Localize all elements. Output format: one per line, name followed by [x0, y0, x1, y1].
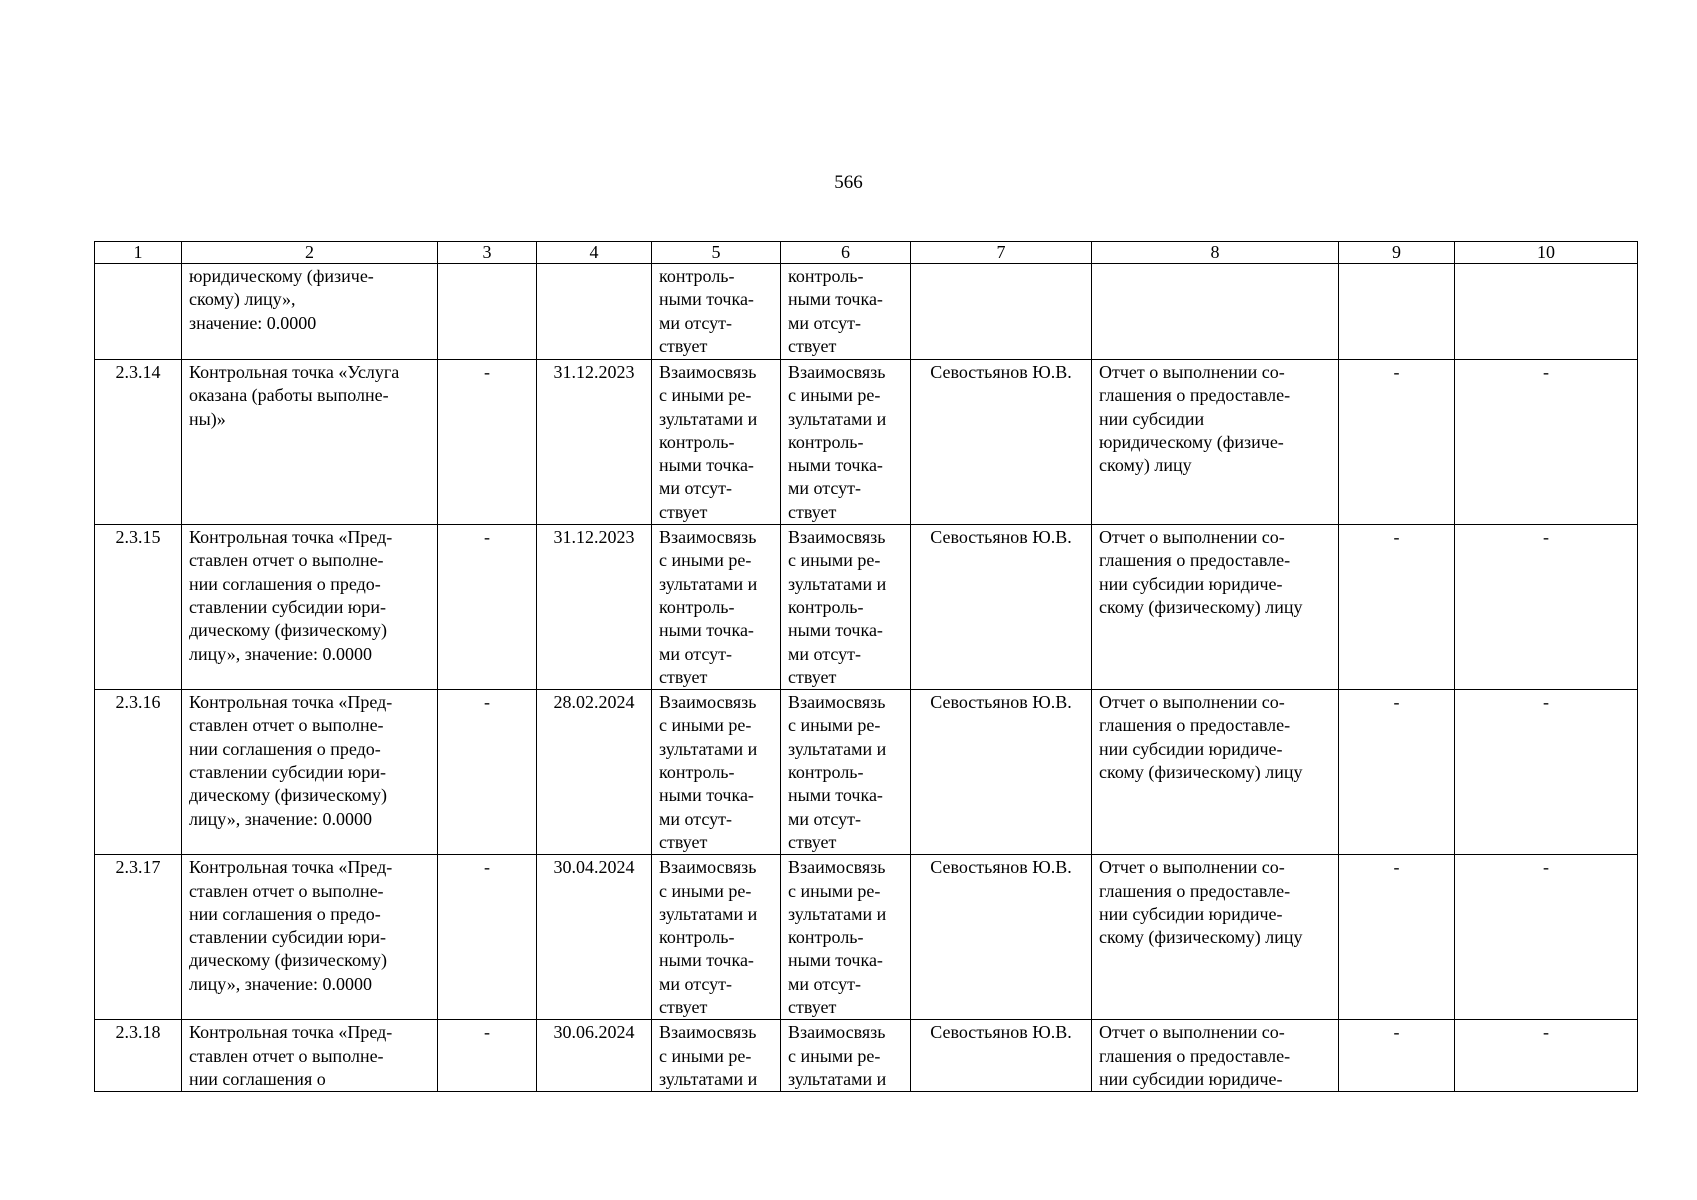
responsible-cell: Севостьянов Ю.В.: [911, 525, 1092, 690]
document-cell: Отчет о выполнении со- глашения о предоставле- нии субсидии юридиче- скому (физическому) лицу: [1092, 690, 1339, 855]
table-header-row: [95, 242, 1638, 264]
relation-cell: Взаимосвязь с иными ре- зультатами и: [781, 1020, 911, 1092]
item-description-cell: Контрольная точка «Пред- ставлен отчет о выполне- нии соглашения о предо- ставлении субсидии юри- дическому (физическому) лицу», значение: 0.0000: [182, 855, 438, 1020]
column-10-cell: -: [1455, 1020, 1638, 1092]
relation-cell: Взаимосвязь с иными ре- зультатами и контроль- ными точка- ми отсут- ствует: [652, 690, 781, 855]
item-description-cell: Контрольная точка «Услуга оказана (работы выполне- ны)»: [182, 360, 438, 525]
relation-cell: Взаимосвязь с иными ре- зультатами и контроль- ными точка- ми отсут- ствует: [652, 855, 781, 1020]
table-row: [95, 264, 1638, 360]
relation-cell: Взаимосвязь с иными ре- зультатами и контроль- ными точка- ми отсут- ствует: [781, 360, 911, 525]
deadline-cell: 30.06.2024: [537, 1020, 652, 1092]
column-header: 9: [1339, 242, 1455, 264]
column-10-cell: -: [1455, 360, 1638, 525]
item-description-cell: юридическому (физиче- скому) лицу», значение: 0.0000: [182, 264, 438, 360]
item-number-cell: 2.3.17: [95, 855, 182, 1020]
column-3-cell: -: [438, 360, 537, 525]
relation-cell: Взаимосвязь с иными ре- зультатами и: [652, 1020, 781, 1092]
column-header: 8: [1092, 242, 1339, 264]
column-3-cell: -: [438, 1020, 537, 1092]
table-row: [95, 690, 1638, 855]
relation-cell: Взаимосвязь с иными ре- зультатами и контроль- ными точка- ми отсут- ствует: [781, 525, 911, 690]
document-cell: Отчет о выполнении со- глашения о предоставле- нии субсидии юридиче- скому (физическому) лицу: [1092, 855, 1339, 1020]
control-points-table: [94, 241, 1638, 1092]
table-body: [95, 264, 1638, 1092]
column-header: 10: [1455, 242, 1638, 264]
column-header: 4: [537, 242, 652, 264]
relation-cell: контроль- ными точка- ми отсут- ствует: [781, 264, 911, 360]
item-number-cell: 2.3.18: [95, 1020, 182, 1092]
deadline-cell: 31.12.2023: [537, 525, 652, 690]
relation-cell: Взаимосвязь с иными ре- зультатами и контроль- ными точка- ми отсут- ствует: [652, 360, 781, 525]
column-9-cell: -: [1339, 525, 1455, 690]
document-cell: Отчет о выполнении со- глашения о предоставле- нии субсидии юридическому (физиче- скому) лицу: [1092, 360, 1339, 525]
column-3-cell: -: [438, 525, 537, 690]
column-header: 1: [95, 242, 182, 264]
document-cell: Отчет о выполнении со- глашения о предоставле- нии субсидии юридиче-: [1092, 1020, 1339, 1092]
deadline-cell: 31.12.2023: [537, 360, 652, 525]
item-number-cell: 2.3.15: [95, 525, 182, 690]
column-10-cell: -: [1455, 525, 1638, 690]
deadline-cell: 30.04.2024: [537, 855, 652, 1020]
relation-cell: Взаимосвязь с иными ре- зультатами и контроль- ными точка- ми отсут- ствует: [781, 690, 911, 855]
column-10-cell: -: [1455, 690, 1638, 855]
table-row: [95, 525, 1638, 690]
responsible-cell: Севостьянов Ю.В.: [911, 1020, 1092, 1092]
table-row: [95, 1020, 1638, 1092]
column-9-cell: -: [1339, 1020, 1455, 1092]
item-description-cell: Контрольная точка «Пред- ставлен отчет о выполне- нии соглашения о предо- ставлении субсидии юри- дическому (физическому) лицу», значение: 0.0000: [182, 525, 438, 690]
item-number-cell: [95, 264, 182, 360]
column-3-cell: [438, 264, 537, 360]
item-number-cell: 2.3.14: [95, 360, 182, 525]
column-10-cell: -: [1455, 855, 1638, 1020]
item-description-cell: Контрольная точка «Пред- ставлен отчет о выполне- нии соглашения о: [182, 1020, 438, 1092]
item-description-cell: Контрольная точка «Пред- ставлен отчет о выполне- нии соглашения о предо- ставлении субсидии юри- дическому (физическому) лицу», значение: 0.0000: [182, 690, 438, 855]
table-row: [95, 855, 1638, 1020]
column-3-cell: -: [438, 690, 537, 855]
column-header: 5: [652, 242, 781, 264]
relation-cell: Взаимосвязь с иными ре- зультатами и контроль- ными точка- ми отсут- ствует: [781, 855, 911, 1020]
deadline-cell: 28.02.2024: [537, 690, 652, 855]
column-header: 3: [438, 242, 537, 264]
column-3-cell: -: [438, 855, 537, 1020]
column-header: 6: [781, 242, 911, 264]
deadline-cell: [537, 264, 652, 360]
responsible-cell: [911, 264, 1092, 360]
column-header: 2: [182, 242, 438, 264]
column-header: 7: [911, 242, 1092, 264]
page-number: 566: [834, 172, 863, 193]
responsible-cell: Севостьянов Ю.В.: [911, 690, 1092, 855]
responsible-cell: Севостьянов Ю.В.: [911, 855, 1092, 1020]
table-row: [95, 360, 1638, 525]
relation-cell: контроль- ными точка- ми отсут- ствует: [652, 264, 781, 360]
column-9-cell: -: [1339, 360, 1455, 525]
column-9-cell: -: [1339, 690, 1455, 855]
column-9-cell: -: [1339, 855, 1455, 1020]
column-10-cell: [1455, 264, 1638, 360]
responsible-cell: Севостьянов Ю.В.: [911, 360, 1092, 525]
document-cell: [1092, 264, 1339, 360]
item-number-cell: 2.3.16: [95, 690, 182, 855]
document-cell: Отчет о выполнении со- глашения о предоставле- нии субсидии юридиче- скому (физическому) лицу: [1092, 525, 1339, 690]
column-9-cell: [1339, 264, 1455, 360]
relation-cell: Взаимосвязь с иными ре- зультатами и контроль- ными точка- ми отсут- ствует: [652, 525, 781, 690]
